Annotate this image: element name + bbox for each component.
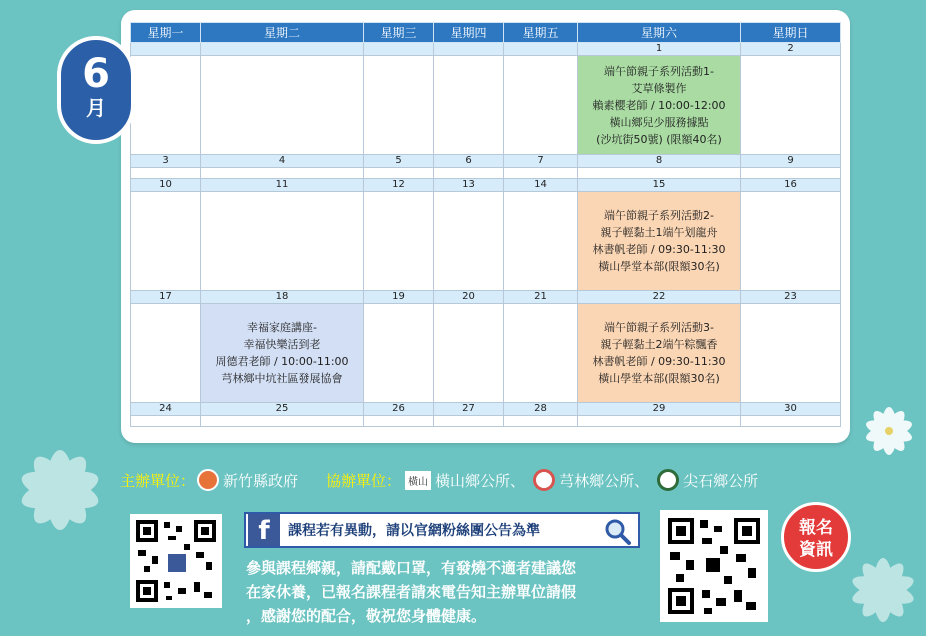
week-date-row [131, 179, 841, 192]
jianshi-logo-icon [657, 469, 679, 491]
organizer-name: 新竹縣政府 [223, 471, 299, 490]
date-cell: 1 [578, 43, 741, 56]
day-cell [201, 56, 364, 155]
day-cell [131, 192, 201, 291]
week-body-row [131, 416, 841, 427]
date-cell: 23 [741, 291, 841, 304]
event-line: 幸福快樂活到老 [243, 338, 321, 351]
day-cell [504, 304, 578, 403]
weekday-header [131, 23, 841, 43]
signup-badge[interactable] [781, 502, 851, 572]
week-date-row [131, 291, 841, 304]
notice-line: ，感謝您的配合，敬祝您身體健康。 [246, 607, 487, 625]
hengshan-logo: 橫山 [405, 471, 431, 490]
co-organizer-2: 芎林鄉公所、 [559, 471, 650, 490]
month-label: 月 [86, 96, 106, 120]
day-cell [741, 192, 841, 291]
weekday-wed: 星期三 [364, 23, 434, 43]
date-cell [504, 43, 578, 56]
event-line: 親子輕黏土1端午划龍舟 [600, 226, 718, 239]
weekday-fri: 星期五 [504, 23, 578, 43]
week-date-row [131, 43, 841, 56]
date-cell [201, 43, 364, 56]
qr-code-icon [662, 512, 766, 620]
facebook-qr-code[interactable] [130, 514, 222, 608]
search-icon [604, 518, 632, 546]
flower-decoration-icon [0, 400, 120, 636]
day-cell [434, 56, 504, 155]
event-line: 橫山鄉兒少服務據點 [609, 115, 709, 129]
date-cell: 22 [578, 291, 741, 304]
weekday-tue: 星期二 [201, 23, 364, 43]
date-cell: 20 [434, 291, 504, 304]
week-body-row [131, 56, 841, 155]
date-cell: 26 [364, 403, 434, 416]
registration-qr-code[interactable] [660, 510, 768, 622]
day-cell [364, 56, 434, 155]
date-cell: 21 [504, 291, 578, 304]
event-text [578, 207, 740, 275]
event-text [201, 319, 363, 387]
event-cell [201, 304, 364, 403]
date-cell: 17 [131, 291, 201, 304]
event-line: 林書帆老師 / 09:30-11:30 [592, 355, 726, 368]
health-notice [246, 556, 646, 628]
event-line: 端午節親子系列活動1- [604, 64, 714, 78]
day-cell [131, 56, 201, 155]
day-cell [741, 304, 841, 403]
date-cell [131, 43, 201, 56]
event-text [578, 319, 740, 387]
event-text [578, 63, 740, 148]
date-cell: 24 [131, 403, 201, 416]
event-line: 賴素櫻老師 / 10:00-12:00 [592, 98, 726, 112]
facebook-notice-bar[interactable] [244, 512, 640, 548]
date-cell: 13 [434, 179, 504, 192]
notice-line: 在家休養，已報名課程者請來電告知主辦單位請假 [246, 583, 577, 601]
organizer-row [120, 468, 758, 492]
qionglin-logo-icon [533, 469, 555, 491]
event-line: 周德君老師 / 10:00-11:00 [215, 355, 349, 368]
event-cell [578, 192, 741, 291]
day-cell [201, 192, 364, 291]
event-line: (沙坑街50號) (限額40名) [596, 132, 722, 146]
event-line: 橫山學堂本部(限額30名) [598, 260, 720, 273]
date-cell: 14 [504, 179, 578, 192]
date-cell: 4 [201, 155, 364, 168]
event-line: 幸福家庭講座- [247, 321, 317, 334]
signup-line: 資訊 [799, 540, 833, 560]
flower-decoration-icon [840, 540, 926, 636]
event-cell [578, 304, 741, 403]
date-cell: 11 [201, 179, 364, 192]
event-line: 林書帆老師 / 09:30-11:30 [592, 243, 726, 256]
facebook-icon: f [248, 514, 280, 546]
event-line: 端午節親子系列活動3- [604, 321, 714, 334]
weekday-sat: 星期六 [578, 23, 741, 43]
signup-line: 報名 [799, 518, 833, 538]
day-cell [364, 304, 434, 403]
hsinchu-county-logo-icon [197, 469, 219, 491]
date-cell: 8 [578, 155, 741, 168]
event-line: 親子輕黏土2端午粽飄香 [600, 338, 718, 351]
week-date-row [131, 403, 841, 416]
qr-code-icon [132, 516, 220, 606]
day-cell [504, 192, 578, 291]
weekday-sun: 星期日 [741, 23, 841, 43]
day-cell [131, 304, 201, 403]
week-body-row [131, 168, 841, 179]
month-number: 6 [82, 51, 110, 97]
date-cell: 19 [364, 291, 434, 304]
date-cell: 10 [131, 179, 201, 192]
event-line: 橫山學堂本部(限額30名) [598, 372, 720, 385]
event-line: 端午節親子系列活動2- [604, 209, 714, 222]
weekday-thu: 星期四 [434, 23, 504, 43]
date-cell [364, 43, 434, 56]
flower-decoration-icon [858, 400, 920, 462]
week-body-row [131, 192, 841, 291]
event-cell [578, 56, 741, 155]
day-cell [504, 56, 578, 155]
date-cell: 2 [741, 43, 841, 56]
date-cell: 28 [504, 403, 578, 416]
calendar-table [130, 22, 841, 427]
day-cell [434, 192, 504, 291]
date-cell: 29 [578, 403, 741, 416]
date-cell: 16 [741, 179, 841, 192]
month-badge [57, 36, 135, 144]
day-cell [434, 304, 504, 403]
notice-line: 參與課程鄉親，請配戴口罩，有發燒不適者建議您 [246, 559, 577, 577]
co-organizer-3: 尖石鄉公所 [683, 471, 759, 490]
facebook-notice-text: 課程若有異動，請以官網粉絲團公告為準 [288, 523, 540, 539]
week-date-row [131, 155, 841, 168]
date-cell: 15 [578, 179, 741, 192]
date-cell: 25 [201, 403, 364, 416]
co-organizer-label: 協辦單位： [326, 471, 402, 490]
date-cell: 30 [741, 403, 841, 416]
date-cell: 12 [364, 179, 434, 192]
event-line: 芎林鄉中坑社區發展協會 [221, 372, 343, 385]
date-cell [434, 43, 504, 56]
organizer-label: 主辦單位： [120, 471, 196, 490]
date-cell: 9 [741, 155, 841, 168]
weekday-mon: 星期一 [131, 23, 201, 43]
day-cell [741, 56, 841, 155]
date-cell: 27 [434, 403, 504, 416]
date-cell: 6 [434, 155, 504, 168]
date-cell: 7 [504, 155, 578, 168]
date-cell: 18 [201, 291, 364, 304]
week-body-row [131, 304, 841, 403]
day-cell [364, 192, 434, 291]
date-cell: 3 [131, 155, 201, 168]
date-cell: 5 [364, 155, 434, 168]
co-organizer-1: 橫山鄉公所、 [435, 471, 526, 490]
event-line: 艾草條製作 [631, 81, 687, 95]
